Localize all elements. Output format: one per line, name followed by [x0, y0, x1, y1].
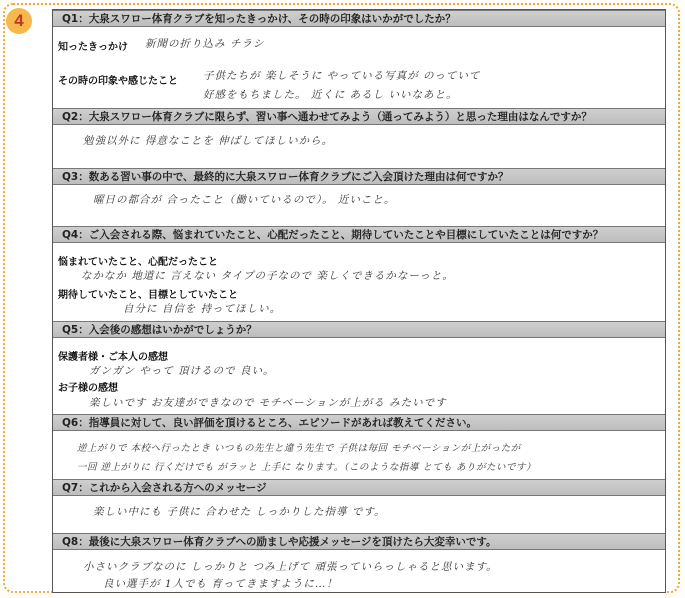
q8-header: Q8：最後に大泉スワロー体育クラブへの励ましや応援メッセージを頂けたら大変幸いです。: [53, 533, 665, 550]
q1-header: Q1：大泉スワロー体育クラブを知ったきっかけ、その時の印象はいかがでしたか？: [53, 10, 665, 27]
q1-answer-trigger: 新聞の折り込み チラシ: [145, 38, 265, 50]
q5-answer-child: 楽しいです お友達ができなので モチベーションが上がる みたいです: [89, 397, 447, 409]
q1-label-trigger: 知ったきっかけ: [58, 42, 128, 53]
q1-answer-impression-1: 子供たちが 楽しそうに やっている写真が のっていて: [203, 70, 481, 82]
q5-answer-parent: ガンガン やって 頂けるので 良い。: [89, 365, 275, 377]
q1-answer-impression-2: 好感をもちました。 近くに あるし いいなあと。: [203, 89, 458, 101]
q2-answer: 勉強以外に 得意なことを 伸ばしてほしいから。: [83, 135, 334, 147]
q8-answer-1: 小さいクラブなのに しっかりと つみ上げて 頑張っていらっしゃると思います。: [83, 561, 498, 573]
q3-answer: 曜日の都合が 合ったこと（働いているので）。 近いこと。: [93, 194, 396, 206]
q4-header: Q4：ご入会される際、悩まれていたこと、心配だったこと、期待していたことや目標にしていたことは何ですか？: [53, 226, 665, 243]
q8-answer-2: 良い選手が 1人でも 育ってきますように…！: [103, 578, 338, 590]
q3-header: Q3：数ある習い事の中で、最終的に大泉スワロー体育クラブにご入会頂けた理由は何ですか？: [53, 168, 665, 185]
q4-label-worries: 悩まれていたこと、心配だったこと: [58, 257, 218, 268]
q5-label-parent: 保護者様・ご本人の感想: [58, 352, 168, 363]
q4-answer-worries: なかなか 地道に 言えない タイプの子なので 楽しくできるかなーっと。: [81, 270, 454, 282]
q6-answer-1: 逆上がりで 本校へ行ったとき いつもの先生と違う先生で 子供は毎回 モチベーションが上がったが: [77, 443, 521, 454]
q4-answer-expectations: 自分に 自信を 持ってほしい。: [123, 303, 282, 315]
q6-header: Q6：指導員に対して、良い評価を頂けるところ、エピソードがあれば教えてください。: [53, 414, 665, 431]
q5-header: Q5：入会後の感想はいかがでしょうか？: [53, 321, 665, 338]
q2-header: Q2：大泉スワロー体育クラブに限らず、習い事へ通わせてみよう（通ってみよう）と思った理由はなんですか？: [53, 108, 665, 125]
q7-answer: 楽しい中にも 子供に 合わせた しっかりした指導 です。: [93, 506, 386, 518]
q4-label-expectations: 期待していたこと、目標としていたこと: [58, 290, 238, 301]
page-number-badge: 4: [6, 8, 32, 34]
q1-label-impression: その時の印象や感じたこと: [58, 76, 178, 87]
questionnaire-sheet: [52, 9, 666, 593]
q7-header: Q7：これから入会される方へのメッセージ: [53, 479, 665, 496]
q6-answer-2: 一回 逆上がりに 行くだけでも がラッと 上手に なります。（このような指導 とても ありがたいです）: [77, 462, 536, 473]
q5-label-child: お子様の感想: [58, 383, 118, 394]
